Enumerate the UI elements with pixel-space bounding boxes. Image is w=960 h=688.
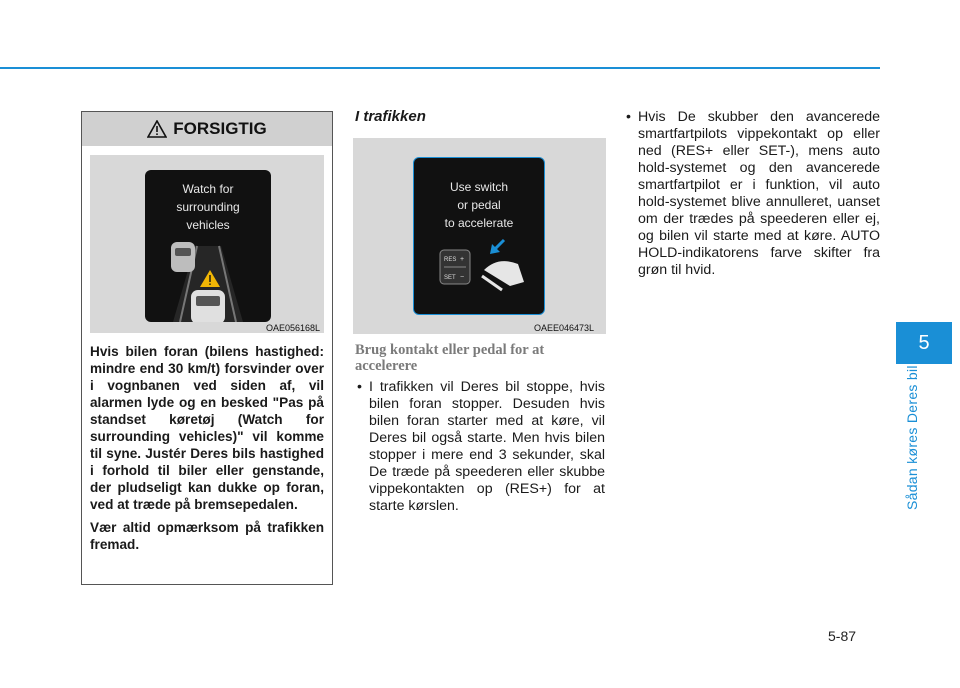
rocker-switch-icon	[440, 250, 470, 284]
res-label: RES	[444, 257, 457, 263]
lead-car-icon	[171, 242, 195, 272]
caution-header	[82, 112, 332, 146]
section-title: I trafikken	[355, 108, 426, 125]
bullet-item: • Hvis De skubber den avancerede smartfartpilots vippekontakt op eller ned (RES+ eller SET-), mens auto hold-systemet og den avancerede smartfartpilot er i funktion, vil auto hold-systemet blive annulleret, uanset om der trædes på speederen eller ej, og bilen vil starte med at køre. AUTO HOLD-indikatorens farve skifter fra grøn til hvid.	[626, 109, 880, 279]
switch-pedal-graphic	[414, 158, 545, 315]
set-label: SET	[444, 275, 456, 281]
switch-illustration	[353, 138, 606, 334]
image-code: OAEE046473L	[534, 323, 595, 333]
cluster-display	[413, 157, 545, 315]
caution-box	[81, 111, 333, 585]
caution-text: Hvis bilen foran (bilens hastighed: mindre end 30 km/t) forsvinder over i vognbanen ved siden af, vil alarmen lyde og en besked "Pas på standset køretøj (Watch for surrounding vehicles)" vil komme til syne. Justér Deres bils hastighed i forhold til biler eller genstande, der pludseligt kan dukke op foran, ved at træde på bremsepedalen. Vær altid opmærksom på trafikken fremad.	[90, 344, 324, 552]
warning-icon	[147, 120, 167, 138]
header-rule	[0, 67, 880, 69]
cluster-message: Watch for surrounding vehicles	[176, 182, 240, 232]
chapter-tab: 5	[896, 322, 952, 364]
svg-text:+: +	[460, 256, 465, 263]
arrow-icon	[490, 240, 504, 254]
caution-illustration	[90, 155, 324, 333]
cluster-message: Use switch or pedal to accelerate	[444, 180, 514, 230]
subheading: Brug kontakt eller pedal for at accelerere	[355, 342, 545, 374]
image-code: OAE056168L	[266, 323, 321, 333]
chapter-title: Sådan køres Deres bil	[904, 365, 920, 510]
bullet-item: • I trafikken vil Deres bil stoppe, hvis bilen foran stopper. Desuden hvis bilen foran starter med at køre, vil Deres bil også starte. Men hvis bilen stopper i mere end 3 sekunder, skal De træde på speederen eller skubbe vippekontakten op (RES+) for at starte kørslen.	[357, 379, 605, 515]
pedal-foot-icon	[482, 261, 524, 290]
own-car-icon	[191, 290, 225, 322]
page-number: 5-87	[828, 628, 857, 644]
road-scene-graphic	[145, 170, 271, 322]
caution-heading: FORSIGTIG	[173, 119, 267, 138]
cluster-display	[145, 170, 271, 322]
svg-text:−: −	[460, 274, 465, 281]
